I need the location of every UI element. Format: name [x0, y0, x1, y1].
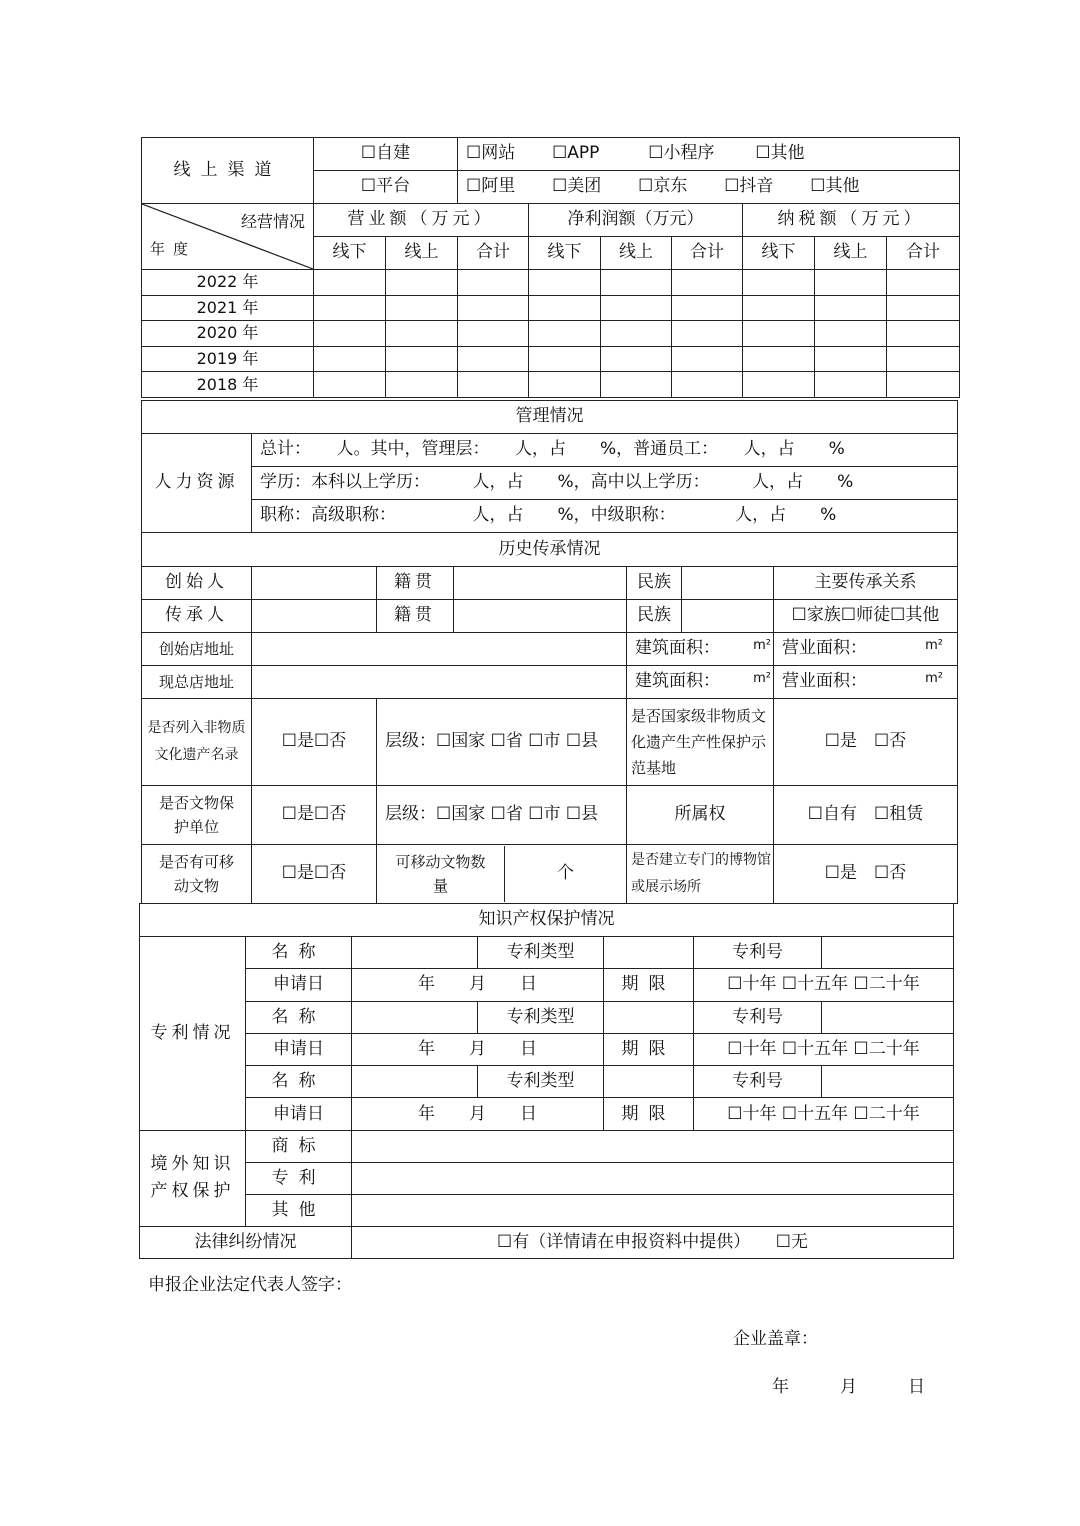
online-channel-label: 线上渠道 [142, 138, 314, 204]
unit-ge: 个 [557, 863, 574, 884]
data-cell[interactable] [601, 372, 672, 398]
year-row [142, 295, 960, 321]
ich-label: 是否列入非物质文化遗产名录 [142, 699, 252, 786]
data-cell[interactable] [529, 346, 601, 372]
patent-type-label: 专利类型 [478, 937, 604, 969]
patent-date-row [140, 969, 954, 1001]
history-table [141, 566, 958, 904]
patent-name-row [140, 1066, 954, 1098]
orig-biz-area[interactable] [774, 633, 958, 666]
opt-mini-program[interactable]: ☐小程序 [648, 143, 715, 164]
overseas-patent-label: 专利 [246, 1162, 352, 1194]
founder-field[interactable] [252, 567, 377, 600]
movable-count-field[interactable] [505, 846, 626, 902]
data-cell[interactable] [815, 346, 887, 372]
unit-m2: m² [753, 638, 771, 654]
data-cell[interactable] [529, 295, 601, 321]
subcol-header: 线上 [815, 237, 887, 270]
year-row [142, 270, 960, 296]
group-tax: 纳税额（万元） [743, 204, 960, 237]
patent-date-row [140, 1033, 954, 1065]
data-cell[interactable] [529, 270, 601, 296]
unit-m2: m² [925, 638, 943, 654]
patent-name-field[interactable] [352, 1001, 478, 1033]
data-cell[interactable] [601, 295, 672, 321]
group-profit: 净利润额（万元） [529, 204, 743, 237]
patent-type-label: 专利类型 [478, 1066, 604, 1098]
ich-level[interactable]: 层级：☐国家 ☐省 ☐市 ☐县 [377, 699, 627, 786]
biz-area-label: 营业面积： [782, 638, 867, 659]
opt-self-built[interactable]: ☐自建 [314, 138, 458, 171]
ip-title: 知识产权保护情况 [140, 904, 954, 937]
overseas-other-label: 其他 [246, 1194, 352, 1226]
subcol-header: 线上 [386, 237, 458, 270]
data-cell[interactable] [386, 346, 458, 372]
overseas-patent-field[interactable] [352, 1162, 954, 1194]
year-label: 2021 年 [142, 295, 314, 321]
data-cell[interactable] [458, 295, 529, 321]
curr-store-label: 现总店地址 [142, 666, 252, 699]
orig-store-label: 创始店地址 [142, 633, 252, 666]
sign-label: 申报企业法定代表人签字： [148, 1275, 352, 1295]
data-cell[interactable] [601, 346, 672, 372]
apply-date-label: 申请日 [246, 969, 352, 1001]
inheritor-ethnic-field[interactable] [682, 600, 774, 633]
ethnic-label: 民族 [627, 600, 682, 633]
data-cell[interactable] [386, 270, 458, 296]
year-label: 2020 年 [142, 321, 314, 347]
subcol-header: 合计 [672, 237, 743, 270]
data-cell[interactable] [529, 321, 601, 347]
patent-number-field[interactable] [822, 937, 954, 969]
relic-level[interactable]: 层级：☐国家 ☐省 ☐市 ☐县 [377, 786, 627, 845]
patent-number-label: 专利号 [694, 937, 822, 969]
subcol-header: 线上 [601, 237, 672, 270]
opt-website[interactable]: ☐网站 [466, 143, 516, 164]
online-row1-opts [458, 138, 960, 171]
term-options[interactable]: ☐十年 ☐十五年 ☐二十年 [694, 1098, 954, 1130]
trademark-label: 商标 [246, 1130, 352, 1162]
data-cell[interactable] [743, 295, 815, 321]
curr-biz-area[interactable] [774, 666, 958, 699]
hr-label: 人力资源 [142, 434, 252, 533]
founder-native-field[interactable] [454, 567, 627, 600]
data-cell[interactable] [314, 346, 386, 372]
legal-options[interactable]: ☐有（详情请在申报资料中提供） ☐无 [352, 1226, 954, 1258]
data-cell[interactable] [887, 346, 960, 372]
apply-date-field[interactable]: 年 月 日 [352, 1033, 604, 1065]
corner-top-label: 经营情况 [240, 212, 305, 231]
data-cell[interactable] [887, 270, 960, 296]
relic-label: 是否文物保护单位 [142, 786, 252, 845]
opt-platform[interactable]: ☐平台 [314, 171, 458, 204]
data-cell[interactable] [458, 346, 529, 372]
curr-build-area[interactable] [627, 666, 774, 699]
movable-count-cell [377, 845, 627, 904]
opt-other-2[interactable]: ☐其他 [810, 176, 860, 197]
hr-education-line[interactable]: 学历：本科以上学历： 人，占 %，高中以上学历： 人，占 % [252, 467, 958, 500]
opt-other-1[interactable]: ☐其他 [755, 143, 805, 164]
ownership-label: 所属权 [627, 786, 774, 845]
year-label: 2022 年 [142, 270, 314, 296]
patent-number-label: 专利号 [694, 1066, 822, 1098]
patent-rows [140, 937, 954, 1131]
unit-m2: m² [925, 671, 943, 687]
operations-table [141, 137, 960, 398]
data-cell[interactable] [887, 321, 960, 347]
corner-header [142, 204, 314, 270]
data-cell[interactable] [386, 321, 458, 347]
data-cell[interactable] [314, 372, 386, 398]
patent-type-field[interactable] [604, 937, 694, 969]
base-yes-no[interactable]: ☐是 ☐否 [774, 699, 958, 786]
data-cell[interactable] [672, 295, 743, 321]
patent-name-label: 名称 [246, 1066, 352, 1098]
ethnic-label: 民族 [627, 567, 682, 600]
ownership-options[interactable]: ☐自有 ☐租赁 [774, 786, 958, 845]
data-cell[interactable] [743, 372, 815, 398]
patent-type-label: 专利类型 [478, 1001, 604, 1033]
term-label: 期限 [604, 1033, 694, 1065]
apply-date-field[interactable]: 年 月 日 [352, 1098, 604, 1130]
movable-count-label: 可移动文物数量 [377, 846, 505, 902]
data-cell[interactable] [743, 270, 815, 296]
data-cell[interactable] [815, 270, 887, 296]
opt-douyin[interactable]: ☐抖音 [724, 176, 774, 197]
data-cell[interactable] [314, 321, 386, 347]
management-title: 管理情况 [142, 401, 958, 434]
data-cell[interactable] [743, 321, 815, 347]
date-label: 年 月 日 [772, 1377, 925, 1397]
data-cell[interactable] [386, 295, 458, 321]
hr-title-line[interactable]: 职称：高级职称： 人，占 %，中级职称： 人，占 % [252, 500, 958, 533]
patent-name-label: 名称 [246, 937, 352, 969]
movable-yes-no[interactable]: ☐是☐否 [252, 845, 377, 904]
patent-name-row [140, 937, 954, 969]
term-options[interactable]: ☐十年 ☐十五年 ☐二十年 [694, 1033, 954, 1065]
native-label: 籍贯 [377, 600, 454, 633]
patent-number-field[interactable] [822, 1001, 954, 1033]
year-label: 2019 年 [142, 346, 314, 372]
overseas-other-field[interactable] [352, 1194, 954, 1226]
patent-type-field[interactable] [604, 1001, 694, 1033]
term-options[interactable]: ☐十年 ☐十五年 ☐二十年 [694, 969, 954, 1001]
year-row [142, 346, 960, 372]
legal-label: 法律纠纷情况 [140, 1226, 352, 1258]
orig-build-area[interactable] [627, 633, 774, 666]
subcol-header: 合计 [887, 237, 960, 270]
data-cell[interactable] [672, 346, 743, 372]
patent-name-field[interactable] [352, 1066, 478, 1098]
apply-date-field[interactable]: 年 月 日 [352, 969, 604, 1001]
overseas-label: 境外知识产权保护 [140, 1130, 246, 1226]
term-label: 期限 [604, 969, 694, 1001]
relation-title: 主要传承关系 [774, 567, 958, 600]
year-label: 2018 年 [142, 372, 314, 398]
relation-options[interactable]: ☐家族☐师徒☐其他 [774, 600, 958, 633]
subcol-header: 线下 [529, 237, 601, 270]
patent-name-row [140, 1001, 954, 1033]
data-cell[interactable] [529, 372, 601, 398]
orig-store-field[interactable] [252, 633, 627, 666]
subcol-header: 合计 [458, 237, 529, 270]
inheritor-native-field[interactable] [454, 600, 627, 633]
data-cell[interactable] [314, 295, 386, 321]
data-cell[interactable] [601, 270, 672, 296]
unit-m2: m² [753, 671, 771, 687]
patent-name-field[interactable] [352, 937, 478, 969]
patent-date-row [140, 1098, 954, 1130]
data-cell[interactable] [672, 270, 743, 296]
museum-label: 是否建立专门的博物馆或展示场所 [627, 845, 774, 904]
data-cell[interactable] [458, 372, 529, 398]
apply-date-label: 申请日 [246, 1033, 352, 1065]
history-title: 历史传承情况 [142, 533, 958, 567]
data-cell[interactable] [458, 270, 529, 296]
patent-name-label: 名称 [246, 1001, 352, 1033]
relic-yes-no[interactable]: ☐是☐否 [252, 786, 377, 845]
build-area-label: 建筑面积： [635, 638, 720, 659]
subcol-header: 线下 [314, 237, 386, 270]
patent-label: 专利情况 [140, 937, 246, 1131]
hr-total-line[interactable]: 总计： 人。其中，管理层： 人，占 %，普通员工： 人，占 % [252, 434, 958, 467]
data-cell[interactable] [458, 321, 529, 347]
corner-bottom-label: 年度 [150, 240, 197, 259]
data-cell[interactable] [815, 372, 887, 398]
management-table [141, 400, 958, 567]
founder-label: 创始人 [142, 567, 252, 600]
apply-date-label: 申请日 [246, 1098, 352, 1130]
opt-ali[interactable]: ☐阿里 [466, 176, 516, 197]
data-cell[interactable] [314, 270, 386, 296]
patent-type-field[interactable] [604, 1066, 694, 1098]
subcol-header: 线下 [743, 237, 815, 270]
data-cell[interactable] [601, 321, 672, 347]
base-label: 是否国家级非物质文化遗产生产性保护示范基地 [627, 699, 774, 786]
data-cell[interactable] [386, 372, 458, 398]
biz-area-label: 营业面积： [782, 671, 867, 692]
patent-number-field[interactable] [822, 1066, 954, 1098]
seal-label: 企业盖章： [733, 1329, 818, 1349]
native-label: 籍贯 [377, 567, 454, 600]
opt-app[interactable]: ☐APP [552, 143, 600, 164]
year-rows [142, 270, 960, 398]
data-cell[interactable] [672, 372, 743, 398]
year-row [142, 321, 960, 347]
data-cell[interactable] [672, 321, 743, 347]
museum-yes-no[interactable]: ☐是 ☐否 [774, 845, 958, 904]
data-cell[interactable] [815, 295, 887, 321]
ip-table [139, 903, 954, 1259]
inheritor-label: 传承人 [142, 600, 252, 633]
trademark-field[interactable] [352, 1130, 954, 1162]
data-cell[interactable] [815, 321, 887, 347]
patent-number-label: 专利号 [694, 1001, 822, 1033]
opt-meituan[interactable]: ☐美团 [552, 176, 602, 197]
data-cell[interactable] [887, 295, 960, 321]
founder-ethnic-field[interactable] [682, 567, 774, 600]
online-row2-opts [458, 171, 960, 204]
movable-label: 是否有可移动文物 [142, 845, 252, 904]
data-cell[interactable] [887, 372, 960, 398]
build-area-label: 建筑面积： [635, 671, 720, 692]
ich-yes-no[interactable]: ☐是☐否 [252, 699, 377, 786]
year-row [142, 372, 960, 398]
group-revenue: 营业额（万元） [314, 204, 529, 237]
data-cell[interactable] [743, 346, 815, 372]
term-label: 期限 [604, 1098, 694, 1130]
opt-jd[interactable]: ☐京东 [638, 176, 688, 197]
inheritor-field[interactable] [252, 600, 377, 633]
curr-store-field[interactable] [252, 666, 627, 699]
